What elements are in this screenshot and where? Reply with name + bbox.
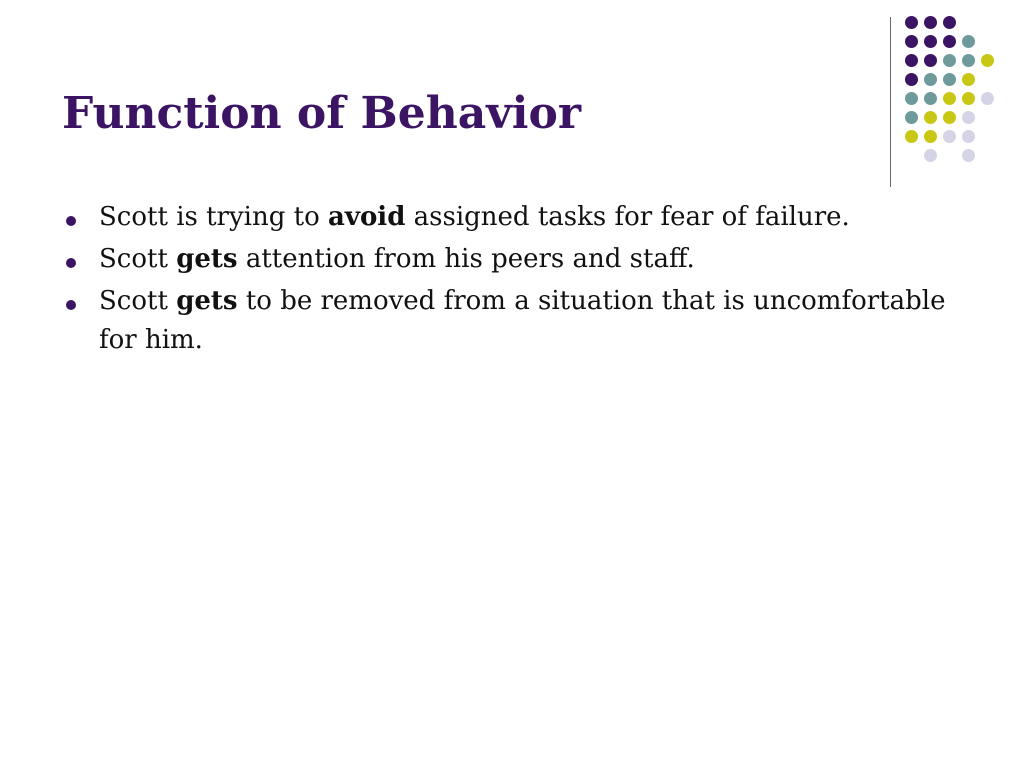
bullet-emphasis: gets bbox=[176, 244, 238, 274]
bullet-text: to be removed from a situation that is uncomfortable for him. bbox=[99, 286, 946, 355]
bullet-emphasis: avoid bbox=[328, 202, 406, 232]
decorative-dot bbox=[924, 16, 937, 29]
decorative-dot bbox=[962, 130, 975, 143]
bullet-text: attention from his peers and staff. bbox=[237, 244, 695, 274]
decorative-dot bbox=[962, 54, 975, 67]
decorative-dot bbox=[962, 149, 975, 162]
decorative-dot bbox=[943, 16, 956, 29]
title-divider-line bbox=[890, 17, 891, 187]
bullet-dot-icon bbox=[66, 258, 76, 268]
decorative-dot bbox=[943, 35, 956, 48]
decorative-dot bbox=[943, 130, 956, 143]
decorative-dot bbox=[943, 54, 956, 67]
bullet-dot-icon bbox=[66, 216, 76, 226]
bullet-text: assigned tasks for fear of failure. bbox=[405, 202, 850, 232]
decorative-dot bbox=[924, 54, 937, 67]
bullet-text: Scott bbox=[99, 286, 177, 316]
decorative-dot bbox=[943, 92, 956, 105]
decorative-dot bbox=[905, 54, 918, 67]
decorative-dot bbox=[943, 73, 956, 86]
decorative-dot bbox=[962, 73, 975, 86]
bullet-text: Scott is trying to bbox=[99, 202, 329, 232]
decorative-dot bbox=[905, 111, 918, 124]
decorative-dot bbox=[924, 92, 937, 105]
decorative-dot bbox=[905, 73, 918, 86]
bullet-item bbox=[62, 240, 962, 279]
bullet-item bbox=[62, 198, 962, 237]
decorative-dot bbox=[905, 130, 918, 143]
decorative-dot bbox=[924, 111, 937, 124]
bullet-list bbox=[62, 198, 962, 363]
decorative-dot bbox=[962, 35, 975, 48]
bullet-text: Scott bbox=[99, 244, 177, 274]
slide-title: Function of Behavior bbox=[62, 88, 582, 139]
decorative-dot bbox=[905, 35, 918, 48]
decorative-dot bbox=[924, 35, 937, 48]
decorative-dot bbox=[905, 16, 918, 29]
decorative-dot bbox=[981, 54, 994, 67]
bullet-emphasis: gets bbox=[176, 286, 238, 316]
decorative-dot bbox=[943, 111, 956, 124]
decorative-dot bbox=[924, 73, 937, 86]
decorative-dot bbox=[924, 130, 937, 143]
decorative-dot bbox=[981, 92, 994, 105]
decorative-dot-grid bbox=[905, 16, 1005, 166]
decorative-dot bbox=[924, 149, 937, 162]
decorative-dot bbox=[905, 92, 918, 105]
decorative-dot bbox=[962, 111, 975, 124]
bullet-item bbox=[62, 282, 962, 360]
decorative-dot bbox=[962, 92, 975, 105]
bullet-dot-icon bbox=[66, 300, 76, 310]
